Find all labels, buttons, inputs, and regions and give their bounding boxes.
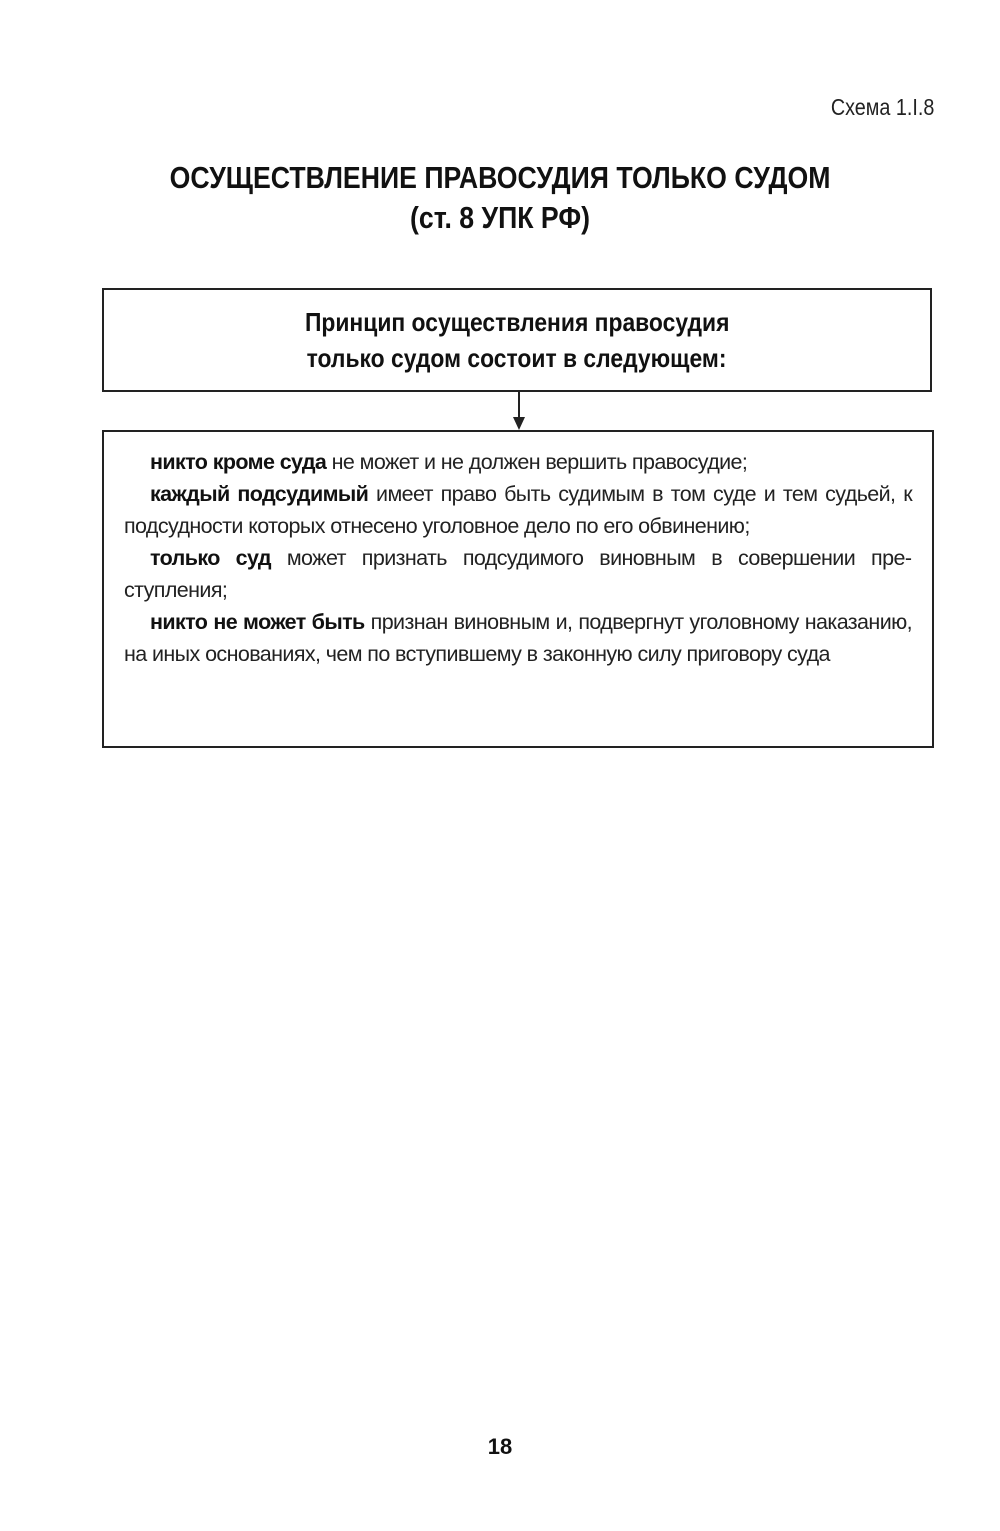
principle-item — [124, 606, 912, 670]
principle-item-bold: каждый подсудимый — [150, 482, 369, 506]
page-number: 18 — [487, 1434, 513, 1459]
principle-item-bold: только суд — [150, 546, 271, 570]
page-title-line-2: (ст. 8 УПК РФ) — [410, 200, 590, 235]
principle-content-box — [102, 430, 934, 748]
principle-item-text: имеет право быть судимым в том суде и тем судьей, к подсудности которых отнесено уголовное дело по его обвинению; — [124, 482, 912, 538]
principle-item-bold: никто кроме суда — [150, 450, 327, 474]
principle-item — [124, 542, 912, 606]
principle-item-bold: никто не может быть — [150, 610, 365, 634]
principle-header-line-1: Принцип осуществления правосудия — [304, 307, 730, 337]
principle-header-box — [102, 288, 932, 392]
down-arrow-icon — [509, 392, 529, 432]
principle-item — [124, 478, 912, 542]
principle-item — [124, 446, 912, 478]
principle-item-text: не может и не должен вершить правосудие; — [326, 450, 748, 474]
principle-header-line-2: только судом состоит в следующем: — [307, 343, 727, 373]
page-title-line-1: ОСУЩЕСТВЛЕНИЕ ПРАВОСУДИЯ ТОЛЬКО СУДОМ — [169, 160, 831, 195]
principle-item-text: может признать подсудимого виновным в совершении преступления; — [124, 546, 912, 602]
principle-item-text: признан виновным и, подвергнут уголовному наказанию, на иных основаниях, чем по вступившему в законную силу приговору суда — [124, 610, 912, 666]
scheme-label: Схема 1.I.8 — [830, 94, 934, 120]
page-title — [0, 158, 1000, 238]
